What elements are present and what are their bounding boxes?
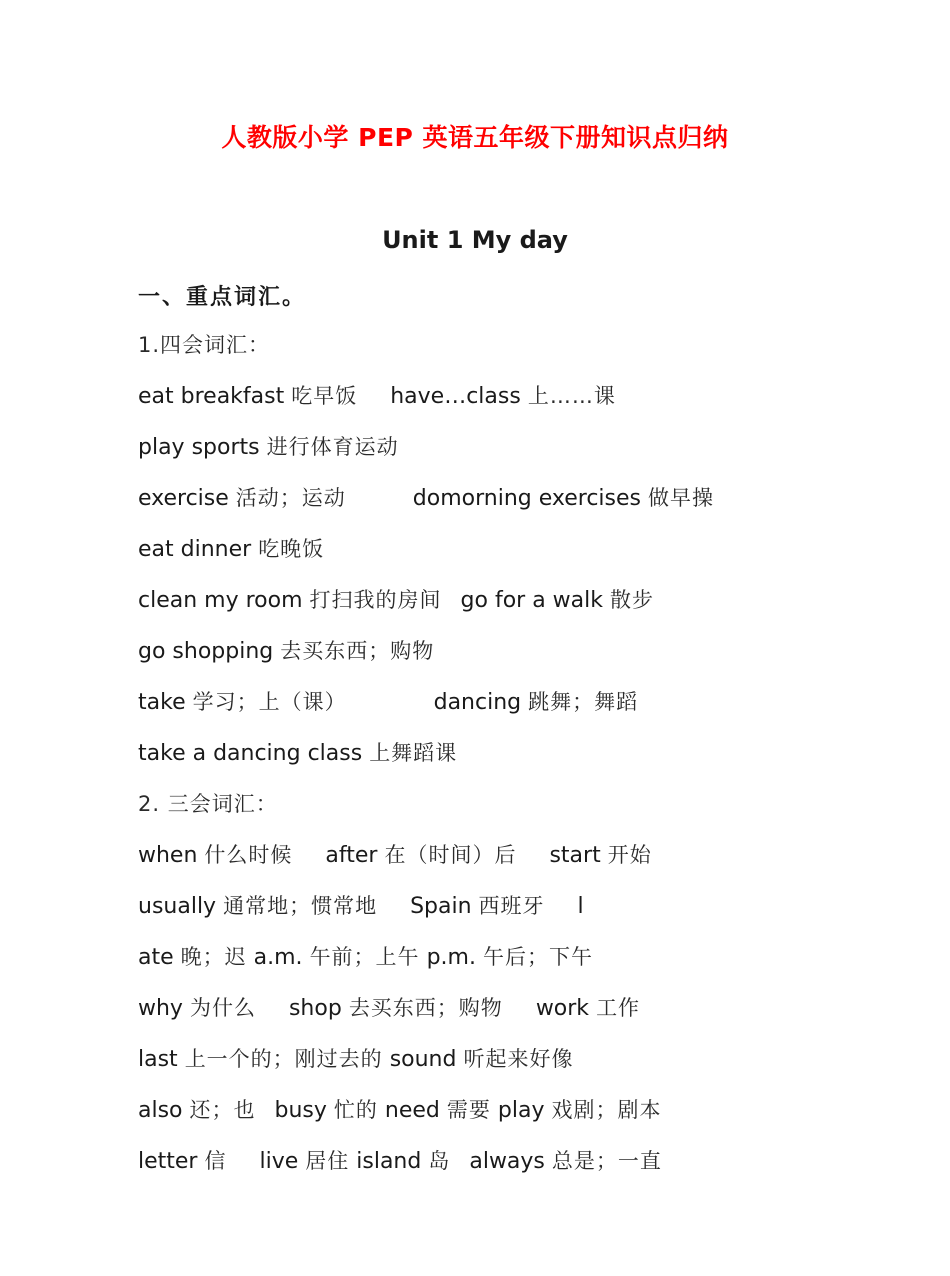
vocab-en: always bbox=[469, 1149, 545, 1174]
subheading-four-skill-text: 1.四会词汇： bbox=[138, 333, 271, 357]
vocab-cn: 还；也 bbox=[189, 1098, 256, 1122]
vocab-en: last bbox=[138, 1047, 178, 1072]
vocab-en: start bbox=[549, 843, 601, 868]
vocab-en: eat breakfast bbox=[138, 384, 285, 409]
vocab-en: shop bbox=[288, 996, 342, 1021]
vocab-cn: 信 bbox=[204, 1149, 227, 1173]
vocab-en: a.m. bbox=[253, 945, 303, 970]
vocab-cn: 午后；下午 bbox=[482, 945, 593, 969]
vocab-en: take a dancing class bbox=[138, 741, 363, 766]
vocab-cn: 去买东西；购物 bbox=[280, 639, 435, 663]
vocab-en: play sports bbox=[138, 435, 260, 460]
vocab-line bbox=[138, 1095, 661, 1126]
vocab-cn: 活动；运动 bbox=[235, 486, 346, 510]
vocab-line bbox=[138, 891, 584, 922]
vocab-en: have…class bbox=[390, 384, 521, 409]
vocab-cn: 吃早饭 bbox=[291, 384, 358, 408]
vocab-en: play bbox=[497, 1098, 545, 1123]
vocab-en: busy bbox=[274, 1098, 327, 1123]
document-title: 人教版小学 PEP 英语五年级下册知识点归纳 bbox=[221, 123, 729, 152]
vocab-en: p.m. bbox=[426, 945, 476, 970]
vocab-en: l bbox=[577, 894, 584, 919]
vocab-cn: 午前；上午 bbox=[309, 945, 420, 969]
vocab-line bbox=[138, 483, 714, 514]
vocab-en: island bbox=[356, 1149, 422, 1174]
vocab-cn: 居住 bbox=[305, 1149, 350, 1173]
vocab-en: ate bbox=[138, 945, 174, 970]
vocab-en: live bbox=[259, 1149, 299, 1174]
vocab-cn: 岛 bbox=[428, 1149, 451, 1173]
vocab-en: domorning exercises bbox=[412, 486, 641, 511]
vocab-en: go for a walk bbox=[460, 588, 603, 613]
vocab-en: dancing bbox=[433, 690, 522, 715]
vocab-en: eat dinner bbox=[138, 537, 252, 562]
vocab-cn: 散步 bbox=[610, 588, 654, 612]
vocab-en: when bbox=[138, 843, 198, 868]
vocab-en: need bbox=[384, 1098, 440, 1123]
vocab-cn: 晚；迟 bbox=[180, 945, 247, 969]
section-heading-key-vocabulary: 一、重点词汇。 bbox=[138, 285, 307, 310]
vocab-cn: 为什么 bbox=[189, 996, 256, 1020]
vocab-cn: 打扫我的房间 bbox=[309, 588, 442, 612]
vocab-cn: 上舞蹈课 bbox=[369, 741, 458, 765]
vocab-cn: 戏剧；剧本 bbox=[551, 1098, 662, 1122]
vocab-en: exercise bbox=[138, 486, 229, 511]
vocab-cn: 上一个的；刚过去的 bbox=[184, 1047, 383, 1071]
vocab-cn: 听起来好像 bbox=[463, 1047, 574, 1071]
vocab-en: also bbox=[138, 1098, 183, 1123]
vocab-cn: 在（时间）后 bbox=[384, 843, 517, 867]
vocab-en: take bbox=[138, 690, 186, 715]
vocab-cn: 西班牙 bbox=[478, 894, 545, 918]
vocab-en: go shopping bbox=[138, 639, 274, 664]
vocab-line bbox=[138, 585, 654, 616]
vocab-cn: 需要 bbox=[446, 1098, 491, 1122]
vocab-line bbox=[138, 1146, 662, 1177]
vocab-cn: 什么时候 bbox=[204, 843, 293, 867]
vocab-cn: 通常地；惯常地 bbox=[223, 894, 378, 918]
subheading-three-skill-text: 2. 三会词汇： bbox=[138, 792, 278, 816]
vocab-line bbox=[138, 534, 324, 565]
subheading-three-skill bbox=[138, 789, 278, 820]
vocab-en: after bbox=[325, 843, 378, 868]
vocab-cn: 上……课 bbox=[527, 384, 616, 408]
vocab-en: Spain bbox=[410, 894, 472, 919]
vocab-line bbox=[138, 840, 652, 871]
vocab-cn: 忙的 bbox=[333, 1098, 378, 1122]
vocab-line bbox=[138, 636, 434, 667]
vocab-cn: 工作 bbox=[596, 996, 641, 1020]
vocab-line bbox=[138, 942, 593, 973]
vocab-line bbox=[138, 993, 640, 1024]
vocab-en: clean my room bbox=[138, 588, 303, 613]
vocab-cn: 开始 bbox=[607, 843, 652, 867]
vocab-line bbox=[138, 738, 457, 769]
subheading-four-skill bbox=[138, 330, 270, 361]
vocab-cn: 吃晚饭 bbox=[258, 537, 325, 561]
vocab-line bbox=[138, 381, 616, 412]
vocab-line bbox=[138, 687, 638, 718]
vocab-cn: 做早操 bbox=[647, 486, 714, 510]
vocab-en: work bbox=[535, 996, 590, 1021]
vocab-en: why bbox=[138, 996, 183, 1021]
vocab-cn: 进行体育运动 bbox=[266, 435, 399, 459]
vocab-cn: 学习；上（课） bbox=[192, 690, 347, 714]
vocab-en: letter bbox=[138, 1149, 198, 1174]
vocab-line bbox=[138, 1044, 573, 1075]
vocab-en: usually bbox=[138, 894, 217, 919]
vocab-cn: 跳舞；舞蹈 bbox=[528, 690, 639, 714]
vocab-en: sound bbox=[389, 1047, 457, 1072]
unit-title: Unit 1 My day bbox=[382, 226, 568, 254]
vocab-line bbox=[138, 432, 399, 463]
vocab-cn: 去买东西；购物 bbox=[348, 996, 503, 1020]
vocab-cn: 总是；一直 bbox=[551, 1149, 662, 1173]
